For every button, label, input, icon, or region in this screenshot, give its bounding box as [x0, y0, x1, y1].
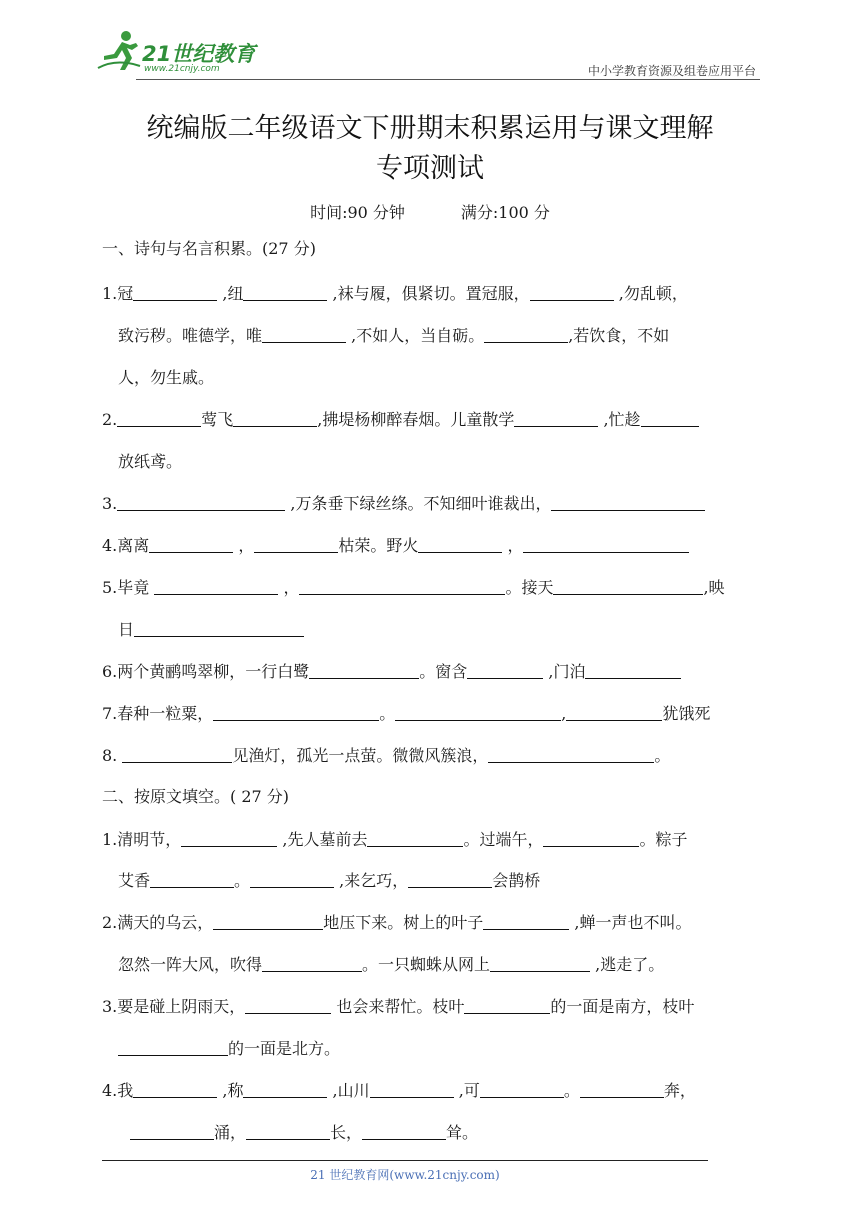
question-text: ,称 [217, 1081, 244, 1100]
exam-score: 满分:100 分 [460, 203, 550, 222]
question-text: 枯荣。野火 [338, 536, 419, 555]
question-text: ,逃走了。 [590, 955, 665, 974]
answer-blank[interactable] [243, 286, 327, 301]
answer-blank[interactable] [299, 580, 505, 595]
answer-blank[interactable] [418, 538, 502, 553]
page-footer: 21 世纪教育网(www.21cnjy.com) [310, 1168, 500, 1182]
question-text: 致污秽。唯德学，唯 [118, 326, 263, 345]
answer-blank[interactable] [408, 873, 492, 888]
answer-blank[interactable] [551, 496, 705, 511]
answer-blank[interactable] [514, 412, 598, 427]
part2-question-1-line-1 [102, 829, 688, 851]
part2-question-1-line-2 [118, 870, 540, 892]
question-text: 。粽子 [639, 830, 688, 849]
question-3-line-1 [102, 493, 705, 515]
answer-blank[interactable] [133, 286, 217, 301]
answer-blank[interactable] [484, 328, 568, 343]
question-text: 8. [102, 746, 123, 765]
answer-blank[interactable] [483, 915, 569, 930]
answer-blank[interactable] [362, 1125, 446, 1140]
answer-blank[interactable] [213, 706, 379, 721]
question-text: ,蝉一声也不叫。 [569, 913, 692, 932]
question-1-line-3: 人，勿生戚。 [118, 368, 215, 387]
question-text: 4.离离 [102, 536, 150, 555]
question-text: ,万条垂下绿丝绦。不知细叶谁裁出， [285, 494, 552, 513]
answer-blank[interactable] [134, 622, 304, 637]
question-text: 耸。 [446, 1123, 479, 1142]
answer-blank[interactable] [488, 748, 654, 763]
question-text: 奔， [663, 1081, 696, 1100]
question-text: ， [502, 536, 524, 555]
part2-question-3-line-1 [102, 996, 694, 1018]
question-text: 犹饿死 [662, 704, 711, 723]
question-text: ,勿乱顿， [613, 284, 688, 303]
question-text: ,拂堤杨柳醉春烟。儿童散学 [317, 410, 515, 429]
question-text: 。 [234, 871, 251, 890]
question-text: ， [233, 536, 255, 555]
question-text: 5.毕竟 [102, 578, 155, 597]
question-text: 2.满天的乌云， [102, 913, 214, 932]
question-text: 2. [102, 410, 118, 429]
answer-blank[interactable] [154, 580, 278, 595]
header-rule [136, 79, 760, 80]
answer-blank[interactable] [122, 748, 232, 763]
question-1-line-2 [118, 325, 669, 347]
question-text: 长， [330, 1123, 363, 1142]
answer-blank[interactable] [243, 1083, 327, 1098]
part2-question-4-line-1 [102, 1080, 696, 1102]
question-text: ,袜与履，俱紧切。置冠服， [327, 284, 530, 303]
logo-brand-text: 21世纪教育 [142, 42, 256, 66]
answer-blank[interactable] [467, 664, 543, 679]
answer-blank[interactable] [370, 1083, 454, 1098]
header-tagline: 中小学教育资源及组卷应用平台 [587, 64, 756, 78]
question-text: 日 [118, 620, 135, 639]
part2-question-2-line-2 [118, 954, 664, 976]
logo-site-text: www.21cnjy.com [144, 64, 220, 74]
question-text: ,门泊 [543, 662, 586, 681]
question-text: 地压下来。树上的叶子 [323, 913, 484, 932]
question-text: 艾香 [118, 871, 151, 890]
answer-blank[interactable] [530, 286, 614, 301]
answer-blank[interactable] [553, 580, 703, 595]
question-text: 6.两个黄鹂鸣翠柳，一行白鹭 [102, 662, 310, 681]
question-2-line-1 [102, 409, 699, 431]
answer-blank[interactable] [367, 832, 463, 847]
section-heading-2: 二、按原文填空。( 27 分) [102, 787, 290, 806]
question-text: 1.冠 [102, 284, 134, 303]
question-text: 3.要是碰上阴雨天， [102, 997, 246, 1016]
question-text: 。过端午， [463, 830, 544, 849]
question-text: 4.我 [102, 1081, 134, 1100]
question-text: 1.清明节， [102, 830, 182, 849]
question-text: ,映 [703, 578, 725, 597]
answer-blank[interactable] [117, 496, 285, 511]
question-5-line-1 [102, 577, 725, 599]
part2-question-3-line-2 [118, 1038, 340, 1060]
answer-blank[interactable] [523, 538, 689, 553]
question-text: 。一只蜘蛛从网上 [362, 955, 491, 974]
page-header [96, 28, 760, 80]
answer-blank[interactable] [246, 1125, 330, 1140]
question-text: ,不如人，当自砺。 [346, 326, 485, 345]
answer-blank[interactable] [580, 1083, 664, 1098]
answer-blank[interactable] [480, 1083, 564, 1098]
answer-blank[interactable] [262, 328, 346, 343]
question-6-line-1 [102, 661, 681, 683]
answer-blank[interactable] [543, 832, 639, 847]
exam-time: 时间:90 分钟 [310, 203, 405, 222]
question-4-line-1 [102, 535, 689, 557]
question-text: 的一面是南方，枝叶 [550, 997, 695, 1016]
answer-blank[interactable] [262, 957, 362, 972]
question-text: ,忙趁 [598, 410, 641, 429]
exam-meta [0, 200, 860, 223]
question-text: ,山川 [327, 1081, 370, 1100]
answer-blank[interactable] [233, 412, 317, 427]
question-text: ,来乞巧， [334, 871, 409, 890]
question-text: 。接天 [505, 578, 554, 597]
question-text: ,若饮食，不如 [568, 326, 670, 345]
answer-blank[interactable] [245, 999, 331, 1014]
question-text: ,可 [453, 1081, 480, 1100]
question-text: ,纽 [217, 284, 244, 303]
answer-blank[interactable] [250, 873, 334, 888]
answer-blank[interactable] [566, 706, 662, 721]
question-text: 。 [563, 1081, 580, 1100]
question-5-line-2 [118, 619, 304, 641]
question-text: 涌， [214, 1123, 247, 1142]
question-7-line-1 [102, 703, 710, 725]
question-text: 也会来帮忙。枝叶 [331, 997, 465, 1016]
runner-logo-icon [96, 28, 144, 76]
section-heading-1: 一、诗句与名言积累。(27 分) [102, 239, 316, 258]
answer-blank[interactable] [149, 538, 233, 553]
part2-question-4-line-2 [130, 1122, 478, 1144]
question-text: 。 [654, 746, 671, 765]
answer-blank[interactable] [585, 664, 681, 679]
answer-blank[interactable] [118, 1041, 228, 1056]
question-text: ,先人墓前去 [277, 830, 368, 849]
answer-blank[interactable] [309, 664, 419, 679]
answer-blank[interactable] [181, 832, 277, 847]
answer-blank[interactable] [641, 412, 699, 427]
answer-blank[interactable] [395, 706, 561, 721]
question-text: 会鹊桥 [492, 871, 541, 890]
answer-blank[interactable] [117, 412, 201, 427]
part2-question-2-line-1 [102, 912, 691, 934]
answer-blank[interactable] [130, 1125, 214, 1140]
question-text: 忽然一阵大风，吹得 [118, 955, 263, 974]
answer-blank[interactable] [464, 999, 550, 1014]
question-text: 的一面是北方。 [228, 1039, 341, 1058]
question-text: , [561, 704, 567, 723]
question-text: 。 [379, 704, 396, 723]
answer-blank[interactable] [150, 873, 234, 888]
footer-rule [102, 1160, 708, 1161]
page-subtitle: 专项测试 [376, 153, 484, 184]
question-text: ， [278, 578, 300, 597]
page-title: 统编版二年级语文下册期末积累运用与课文理解 [146, 113, 714, 144]
answer-blank[interactable] [133, 1083, 217, 1098]
question-text: 7.春种一粒粟， [102, 704, 214, 723]
answer-blank[interactable] [213, 915, 323, 930]
question-2-line-2: 放纸鸢。 [118, 452, 183, 471]
answer-blank[interactable] [490, 957, 590, 972]
question-text: 莺飞 [201, 410, 234, 429]
question-text: 3. [102, 494, 118, 513]
answer-blank[interactable] [254, 538, 338, 553]
question-8-line-1 [102, 745, 670, 767]
question-text: 。窗含 [419, 662, 468, 681]
question-1-line-1 [102, 283, 688, 305]
site-logo [96, 28, 266, 78]
question-text: 见渔灯，孤光一点萤。微微风簇浪， [232, 746, 489, 765]
